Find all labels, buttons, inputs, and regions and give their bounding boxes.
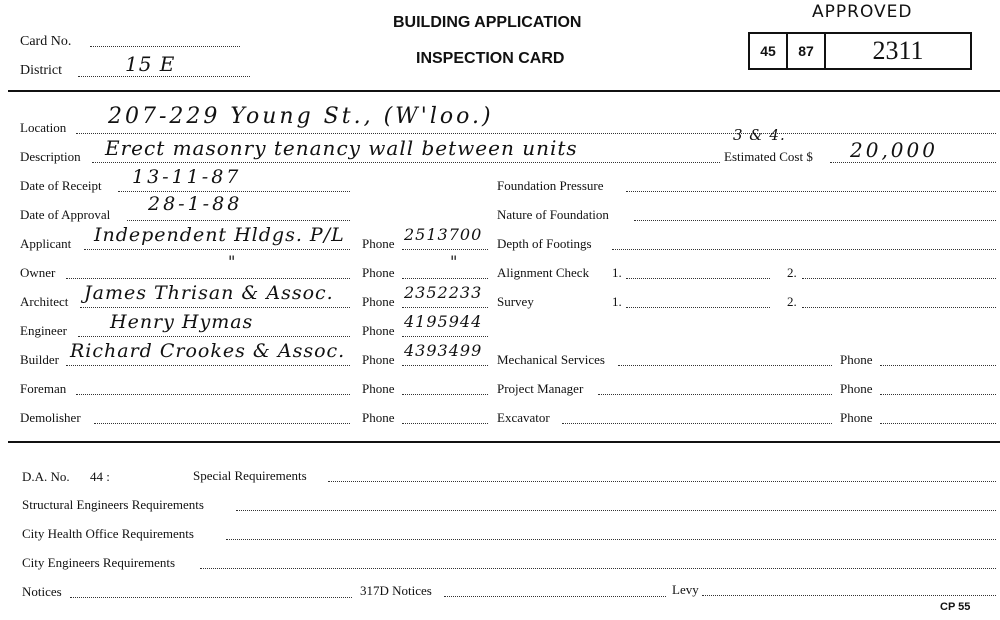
- builder-value: Richard Crookes & Assoc.: [70, 340, 346, 362]
- applicant-label: Applicant: [20, 236, 72, 251]
- date-of-approval-value: 28-1-88: [148, 193, 243, 215]
- mechanical-services-phone-label: Phone: [840, 352, 873, 367]
- special-requirements-line: [328, 481, 996, 482]
- city-engineers-requirements-line: [200, 568, 996, 569]
- foundation-pressure-line: [626, 191, 996, 192]
- alignment-check-line-1: [626, 278, 770, 279]
- architect-label: Architect: [20, 294, 69, 309]
- foundation-pressure-label: Foundation Pressure: [497, 178, 604, 193]
- estimated-cost-value: 20,000: [850, 138, 938, 162]
- excavator-label: Excavator: [497, 410, 550, 425]
- structural-requirements-label: Structural Engineers Requirements: [22, 497, 204, 512]
- engineer-line: [78, 336, 350, 337]
- estimated-cost-line: [830, 162, 996, 163]
- owner-phone-line: [402, 278, 488, 279]
- engineer-phone-label: Phone: [362, 323, 395, 338]
- structural-requirements-line: [236, 510, 996, 511]
- notices-317d-line: [444, 596, 666, 597]
- applicant-phone-line: [402, 249, 488, 250]
- applicant-value: Independent Hldgs. P/L: [94, 224, 345, 246]
- survey-1: 1.: [612, 294, 622, 309]
- da-no-label: D.A. No.: [22, 469, 70, 484]
- alignment-check-2: 2.: [787, 265, 797, 280]
- project-manager-phone-line: [880, 394, 996, 395]
- survey-line-2: [802, 307, 996, 308]
- levy-label: Levy: [672, 582, 699, 597]
- date-of-approval-label: Date of Approval: [20, 207, 111, 222]
- owner-phone-label: Phone: [362, 265, 395, 280]
- survey-line-1: [626, 307, 770, 308]
- depth-of-footings-label: Depth of Footings: [497, 236, 592, 251]
- owner-line: [66, 278, 350, 279]
- excavator-phone-line: [880, 423, 996, 424]
- description-line: [92, 162, 720, 163]
- survey-2: 2.: [787, 294, 797, 309]
- card-no-line: [90, 46, 240, 47]
- estimated-cost-label: Estimated Cost $: [724, 149, 813, 164]
- date-of-approval-line: [127, 220, 350, 221]
- foreman-label: Foreman: [20, 381, 67, 396]
- demolisher-phone-label: Phone: [362, 410, 395, 425]
- applicant-line: [84, 249, 350, 250]
- project-manager-label: Project Manager: [497, 381, 584, 396]
- nature-of-foundation-line: [634, 220, 996, 221]
- da-no-value: 44 :: [90, 469, 110, 484]
- card-number-box: 2311: [824, 32, 972, 70]
- owner-value: ": [228, 252, 237, 271]
- depth-of-footings-line: [612, 249, 996, 250]
- district-label: District: [20, 63, 62, 78]
- date-of-receipt-line: [118, 191, 350, 192]
- form-code: CP 55: [940, 601, 971, 613]
- card-box-a: 45: [748, 32, 788, 70]
- excavator-phone-label: Phone: [840, 410, 873, 425]
- demolisher-phone-line: [402, 423, 488, 424]
- location-line: [76, 133, 996, 134]
- foreman-phone-label: Phone: [362, 381, 395, 396]
- architect-phone-label: Phone: [362, 294, 395, 309]
- special-requirements-label: Special Requirements: [193, 468, 307, 483]
- engineer-phone-line: [402, 336, 488, 337]
- builder-phone-label: Phone: [362, 352, 395, 367]
- mechanical-services-phone-line: [880, 365, 996, 366]
- architect-value: James Thrisan & Assoc.: [84, 282, 334, 304]
- description-label: Description: [20, 149, 81, 164]
- location-value: 207-229 Young St., (W'loo.): [108, 104, 494, 129]
- form-title: BUILDING APPLICATION: [393, 14, 582, 31]
- notices-317d-label: 317D Notices: [360, 583, 432, 598]
- alignment-check-line-2: [802, 278, 996, 279]
- builder-label: Builder: [20, 352, 59, 367]
- builder-phone-value: 4393499: [404, 341, 483, 360]
- card-box-b: 87: [786, 32, 826, 70]
- date-of-receipt-label: Date of Receipt: [20, 178, 102, 193]
- builder-phone-line: [402, 365, 488, 366]
- alignment-check-label: Alignment Check: [497, 265, 590, 280]
- section-rule: [8, 441, 1000, 443]
- description-extra: 3 & 4.: [733, 126, 786, 144]
- mechanical-services-line: [618, 365, 832, 366]
- health-requirements-label: City Health Office Requirements: [22, 526, 194, 541]
- alignment-check-1: 1.: [612, 265, 622, 280]
- excavator-line: [562, 423, 832, 424]
- applicant-phone-value: 2513700: [404, 225, 483, 244]
- architect-line: [80, 307, 350, 308]
- mechanical-services-label: Mechanical Services: [497, 352, 605, 367]
- owner-label: Owner: [20, 265, 56, 280]
- city-engineers-requirements-label: City Engineers Requirements: [22, 555, 176, 570]
- approved-stamp: APPROVED: [812, 2, 913, 22]
- levy-line: [702, 595, 996, 596]
- engineer-value: Henry Hymas: [110, 311, 254, 333]
- architect-phone-line: [402, 307, 488, 308]
- district-value: 15 E: [125, 52, 176, 76]
- notices-line: [70, 597, 352, 598]
- nature-of-foundation-label: Nature of Foundation: [497, 207, 609, 222]
- owner-phone-value: ": [450, 252, 459, 271]
- demolisher-label: Demolisher: [20, 410, 81, 425]
- health-requirements-line: [226, 539, 996, 540]
- project-manager-line: [598, 394, 832, 395]
- header-rule: [8, 90, 1000, 92]
- card-no-label: Card No.: [20, 34, 72, 49]
- foreman-phone-line: [402, 394, 488, 395]
- applicant-phone-label: Phone: [362, 236, 395, 251]
- architect-phone-value: 2352233: [404, 283, 483, 302]
- location-label: Location: [20, 120, 67, 135]
- form-subtitle: INSPECTION CARD: [416, 50, 565, 67]
- project-manager-phone-label: Phone: [840, 381, 873, 396]
- survey-label: Survey: [497, 294, 534, 309]
- notices-label: Notices: [22, 584, 62, 599]
- district-line: [78, 76, 250, 77]
- description-value: Erect masonry tenancy wall between units: [105, 136, 578, 160]
- demolisher-line: [94, 423, 350, 424]
- foreman-line: [76, 394, 350, 395]
- builder-line: [66, 365, 350, 366]
- date-of-receipt-value: 13-11-87: [132, 166, 242, 188]
- engineer-phone-value: 4195944: [404, 312, 483, 331]
- engineer-label: Engineer: [20, 323, 67, 338]
